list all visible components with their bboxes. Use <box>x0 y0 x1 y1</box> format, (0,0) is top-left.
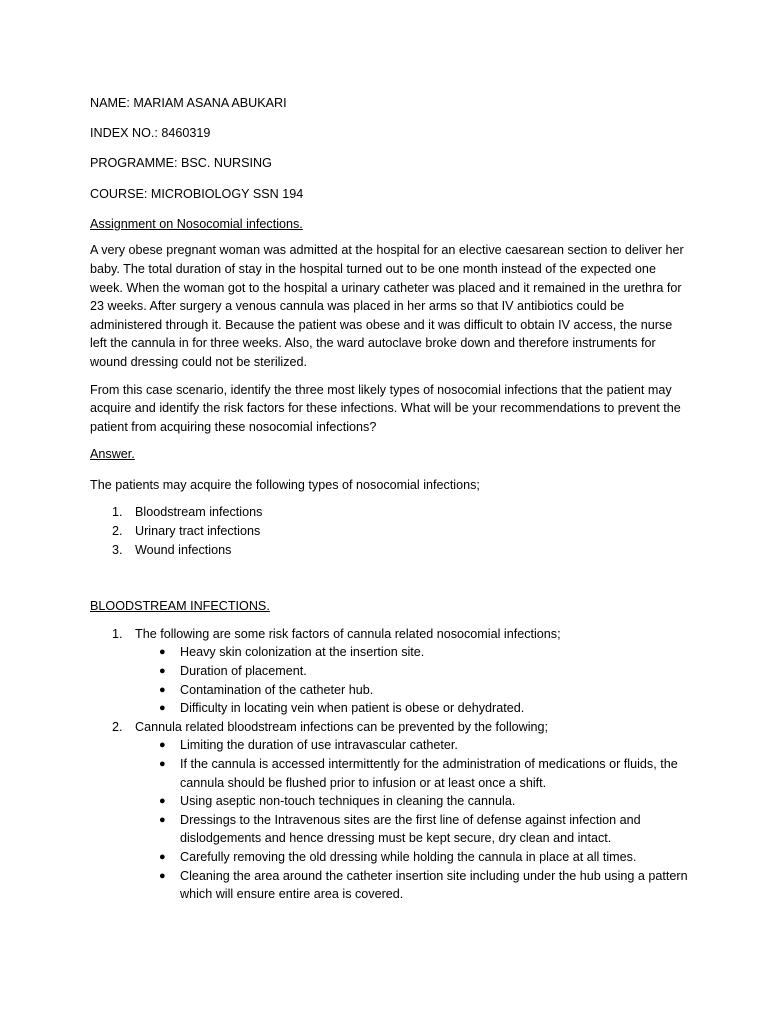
list-item-text: Wound infections <box>135 542 232 557</box>
list-number: 1. <box>112 505 123 520</box>
bullet-icon: ● <box>159 702 166 715</box>
case-paragraph: A very obese pregnant woman was admitted at the hospital for an elective caesarean section to deliver her baby. The total duration of stay in the hospital turned out to be one month instead of the expected one week. When the woman got to the hospital a urinary catheter was placed and it remained in the urethra for 23 weeks. After surgery a venous cannula was placed in her arms so that IV antibiotics could be administered through it. Because the patient was obese and it was difficult to obtain IV access, the nurse left the cannula in for three weeks. Also, the ward autoclave broke down and therefore instruments for wound dressing could not be sterilized. <box>90 243 684 369</box>
index-number: INDEX NO.: 8460319 <box>90 126 211 141</box>
bloodstream-heading: BLOODSTREAM INFECTIONS. <box>90 599 270 614</box>
risk-factors-bullets <box>90 643 690 717</box>
bullet-text: Heavy skin colonization at the insertion site. <box>180 645 425 660</box>
assignment-title: Assignment on Nosocomial infections. <box>90 216 303 231</box>
bullet-icon: ● <box>159 739 166 752</box>
bloodstream-points-list-2 <box>90 718 690 737</box>
infection-types-list <box>90 503 690 559</box>
list-item <box>90 522 690 541</box>
bullet-icon: ● <box>159 646 166 659</box>
question-paragraph: From this case scenario, identify the three most likely types of nosocomial infections that the patient may acquire and identify the risk factors for these infections. What will be your recommendations to prevent the patient from acquiring these nosocomial infections? <box>90 382 681 434</box>
bullet-icon: ● <box>159 850 166 863</box>
answer-heading: Answer. <box>90 447 135 462</box>
bullet-item <box>90 736 690 755</box>
bullet-item <box>90 867 690 904</box>
bullet-text: Contamination of the catheter hub. <box>180 682 374 697</box>
bullet-text: Duration of placement. <box>180 664 307 679</box>
answer-intro: The patients may acquire the following types of nosocomial infections; <box>90 477 480 492</box>
document-content <box>90 94 690 904</box>
bullet-item <box>90 792 690 811</box>
list-item-text: The following are some risk factors of cannula related nosocomial infections; <box>135 626 561 641</box>
list-item-text: Urinary tract infections <box>135 524 261 539</box>
bullet-icon: ● <box>159 758 166 770</box>
student-name: NAME: MARIAM ASANA ABUKARI <box>90 96 287 110</box>
bullet-icon: ● <box>159 683 166 696</box>
list-item <box>90 541 690 560</box>
bloodstream-points-list <box>90 625 690 644</box>
list-item-text: Bloodstream infections <box>135 505 263 520</box>
bullet-icon: ● <box>159 795 166 808</box>
bullet-item <box>90 699 690 718</box>
bullet-item <box>90 755 690 792</box>
prevention-bullets <box>90 736 690 903</box>
list-item-text: Cannula related bloodstream infections can be prevented by the following; <box>135 719 549 734</box>
programme: PROGRAMME: BSC. NURSING <box>90 156 272 171</box>
bullet-text: Using aseptic non-touch techniques in cleaning the cannula. <box>180 794 516 809</box>
bullet-text: Carefully removing the old dressing while holding the cannula in place at all times. <box>180 849 637 864</box>
bullet-text: Difficulty in locating vein when patient is obese or dehydrated. <box>180 701 525 716</box>
list-number: 1. <box>112 626 123 641</box>
bullet-item <box>90 848 690 867</box>
list-item <box>90 718 690 737</box>
bullet-item <box>90 643 690 662</box>
bullet-text: Cleaning the area around the catheter insertion site including under the hub using a pattern which will ensure entire area is covered. <box>180 868 688 902</box>
bullet-text: Limiting the duration of use intravascular catheter. <box>180 738 458 753</box>
bullet-icon: ● <box>159 869 166 882</box>
bullet-item <box>90 811 690 848</box>
list-number: 2. <box>112 524 123 539</box>
list-number: 2. <box>112 719 123 734</box>
bullet-icon: ● <box>159 813 166 826</box>
bullet-text: Dressings to the Intravenous sites are the first line of defense against infection and dislodgements and hence dressing must be kept secure, dry clean and intact. <box>180 812 641 846</box>
bullet-icon: ● <box>159 665 166 678</box>
list-number: 3. <box>112 542 123 557</box>
bullet-item <box>90 662 690 681</box>
course: COURSE: MICROBIOLOGY SSN 194 <box>90 186 304 201</box>
bullet-item <box>90 681 690 700</box>
bullet-text: If the cannula is accessed intermittently for the administration of medications or fluids, the cannula should be flushed prior to infusion or at least once a shift. <box>180 757 678 790</box>
list-item <box>90 625 690 644</box>
list-item <box>90 503 690 522</box>
